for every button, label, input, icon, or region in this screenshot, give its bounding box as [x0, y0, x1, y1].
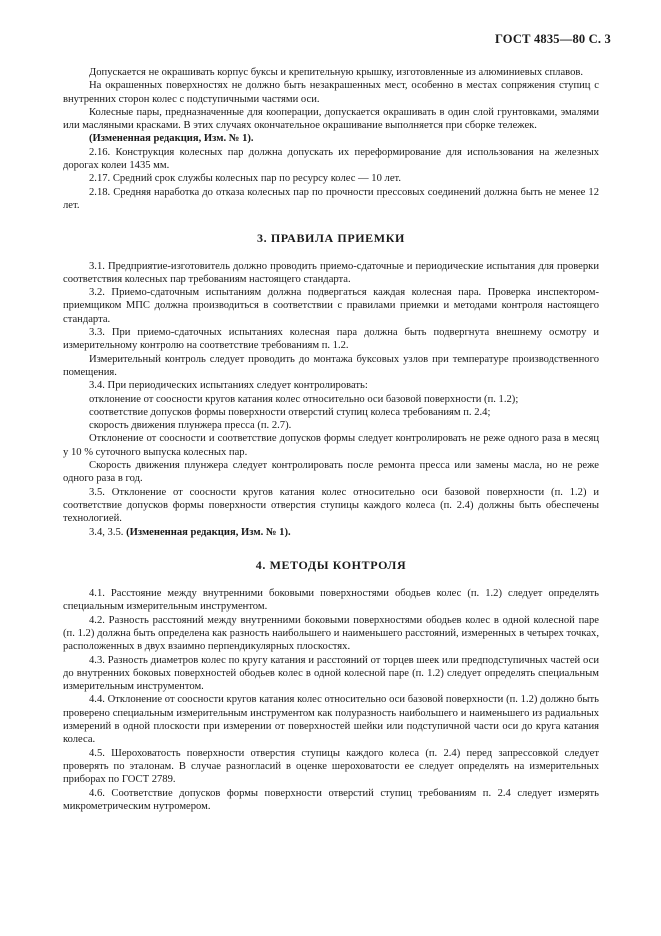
paragraph: Допускается не окрашивать корпус буксы и крепительную крышку, изготовленные из алюминиевых сплавов.	[89, 67, 584, 78]
amendment-ref: 3.4, 3.5.	[89, 526, 127, 538]
paragraph: Колесные пары, предназначенные для кооперации, допускается окрашивать в один слой грунтовками, эмалями или масляными красками. В этих случаях окончательное окрашивание выполняется при сборке тележек.	[63, 106, 599, 132]
paragraph: Скорость движения плунжера следует контролировать после ремонта пресса или замены масла, но не реже одного раза в год.	[63, 460, 599, 485]
amendment-note: (Измененная редакция, Изм. № 1).	[126, 526, 291, 538]
list-item: скорость движения плунжера пресса (п. 2.7).	[89, 420, 292, 432]
list-item: отклонение от соосности кругов катания колес относительно оси базовой поверхности (п. 1.2);	[89, 393, 519, 405]
paragraph-3-5: 3.5. Отклонение от соосности кругов катания колес относительно оси базовой поверхности (п. 1.2) и соответствие допусков формы поверхности отверстия ступицы каждого колеса (п. 2.4) должны быть обеспечены технологией.	[63, 486, 599, 525]
page-header: ГОСТ 4835—80 С. 3	[494, 32, 611, 46]
paragraph-4-2: 4.2. Разность расстояний между внутренними боковыми поверхностями ободьев колес в одной колесной паре (п. 1.2) должна быть определена как разность наибольшего и наименьшего расстояний, измеренных в четырех точках, расположенных в двух взаимно перпендикулярных плоскостях.	[63, 614, 599, 653]
amendment-note: (Измененная редакция, Изм. № 1).	[89, 133, 254, 145]
document-body	[63, 66, 599, 813]
paragraph-4-5: 4.5. Шероховатость поверхности отверстия ступицы каждого колеса (п. 2.4) перед запрессовкой следует проверять по эталонам. В случае разногласий в оценке шероховатости ее следует определять на измерительных приборах по ГОСТ 2789.	[63, 747, 599, 786]
amendment-line	[63, 526, 599, 539]
paragraph-3-3: 3.3. При приемо-сдаточных испытаниях колесная пара должна быть подвергнута внешнему осмотру и измерительному контролю на соответствие требованиям п. 1.2.	[63, 327, 599, 352]
paragraph: Измерительный контроль следует проводить до монтажа буксовых узлов при температуре производственного помещения.	[63, 353, 599, 378]
paragraph: Отклонение от соосности и соответствие допусков формы следует контролировать не реже одного раза в месяц у 10 % суточного выпуска колесных пар.	[63, 433, 599, 458]
paragraph-3-1: 3.1. Предприятие-изготовитель должно проводить приемо-сдаточные и периодические испытания для проверки соответствия колесных пар требованиям настоящего стандарта.	[63, 260, 599, 285]
paragraph-4-1: 4.1. Расстояние между внутренними боковыми поверхностями ободьев колес (п. 1.2) следует определять специальным измерительным инструментом.	[63, 588, 599, 613]
paragraph-4-4: 4.4. Отклонение от соосности кругов катания колес относительно оси базовой поверхности (п. 1.2) должно быть проверено специальным измерительным инструментом как полуразность наибольшего и наименьшего из радиальных измерений в одной плоскости при измерении от поверхностей шейки или подступичной части оси до круга катания колеса.	[63, 694, 599, 746]
paragraph-2-18: 2.18. Средняя наработка до отказа колесных пар по прочности прессовых соединений должна быть не менее 12 лет.	[63, 186, 599, 211]
paragraph-2-17: 2.17. Средний срок службы колесных пар по ресурсу колес — 10 лет.	[89, 173, 402, 185]
paragraph-3-4: 3.4. При периодических испытаниях следует контролировать:	[89, 380, 368, 392]
section-heading-control-methods: 4. МЕТОДЫ КОНТРОЛЯ	[255, 557, 407, 572]
paragraph-4-3: 4.3. Разность диаметров колес по кругу катания и расстояний от торцев шеек или предподступичных частей оси до внутренних боковых поверхностей ободьев колес в одной колесной паре (п. 1.2) следует определять специальным измерительным инструментом.	[63, 654, 599, 693]
paragraph-4-6: 4.6. Соответствие допусков формы поверхности отверстий ступиц требованиям п. 2.4 следует измерять микрометрическим нутромером.	[63, 787, 599, 812]
paragraph-2-16: 2.16. Конструкция колесных пар должна допускать их переформирование для использования на железных дорогах колеи 1435 мм.	[63, 146, 599, 172]
paragraph: На окрашенных поверхностях не должно быть незакрашенных мест, особенно в местах сопряжения ступиц с внутренних сторон колес с подступичными частями оси.	[63, 80, 599, 105]
section-heading-acceptance-rules: 3. ПРАВИЛА ПРИЕМКИ	[257, 231, 405, 246]
list-item: соответствие допусков формы поверхности отверстий ступиц колеса требованиям п. 2.4;	[89, 406, 491, 418]
paragraph-3-2: 3.2. Приемо-сдаточным испытаниям должна подвергаться каждая колесная пара. Проверка инспектором-приемщиком МПС должна производиться в соответствии с правилами приемки и методами контроля настоящего стандарта.	[63, 287, 599, 325]
